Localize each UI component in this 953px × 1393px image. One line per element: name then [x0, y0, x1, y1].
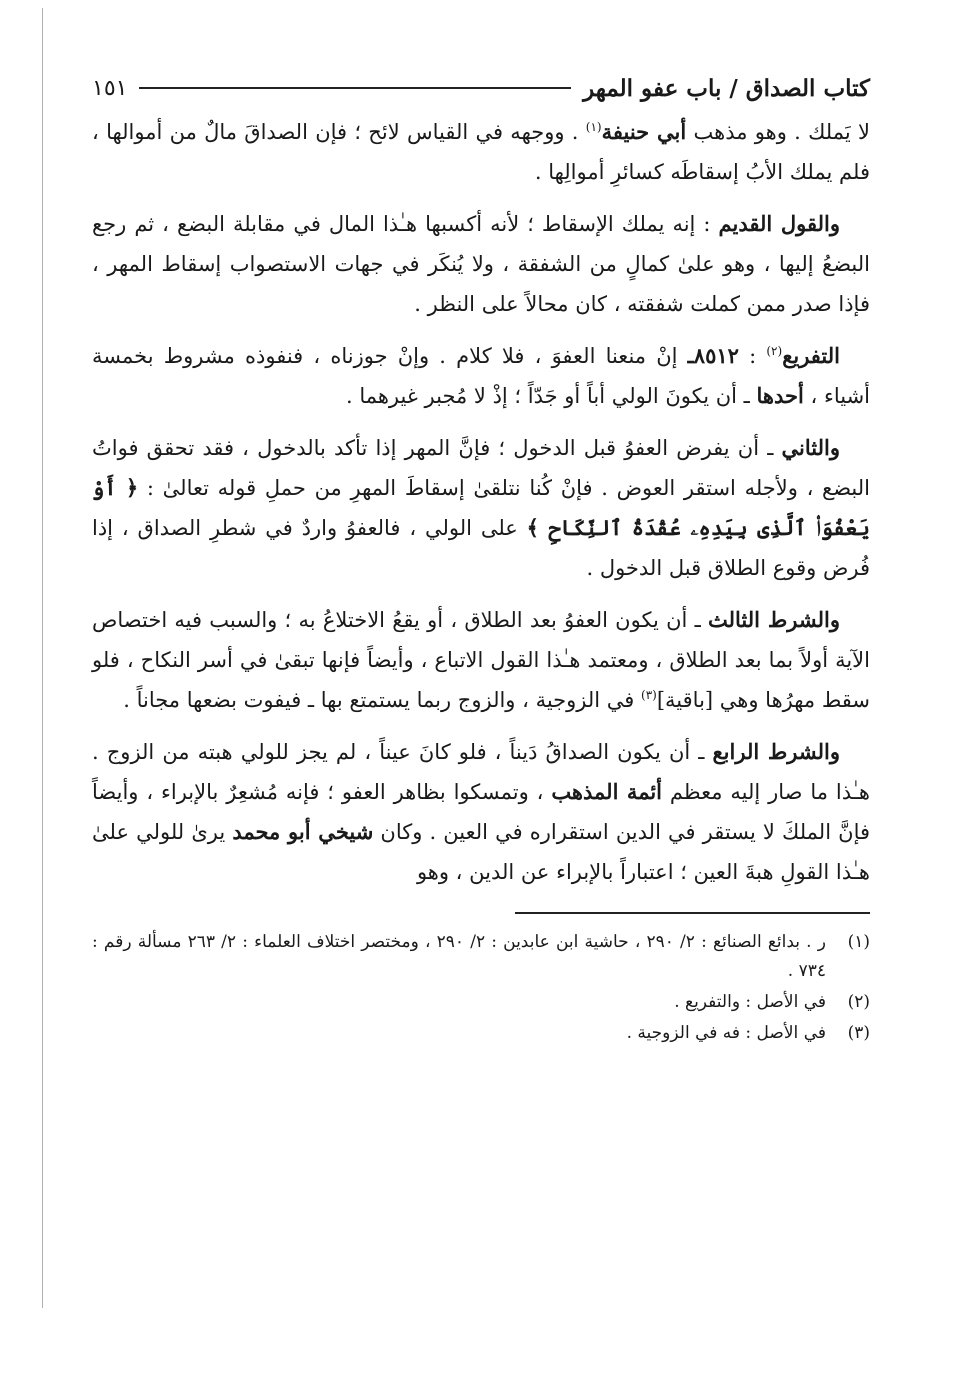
footnote-number: (١)	[847, 932, 870, 952]
footnote-text: في الأصل : فه في الزوجية .	[626, 1023, 826, 1043]
text-run: على الولي ، فالعفوُ واردٌ في شطرِ الصداق ، إذا فُرض وقوع الطلاق قبل الدخول .	[92, 516, 870, 580]
footnote-ref-1: (١)	[585, 120, 602, 134]
paragraph-4	[92, 428, 870, 588]
bold-term: التفريع	[782, 343, 840, 368]
paragraph-5	[92, 600, 870, 720]
footnote-number: (٢)	[847, 992, 870, 1012]
bold-term: أحدها	[756, 383, 804, 408]
paragraph-3	[92, 336, 870, 416]
page-margin-line	[42, 8, 43, 1308]
section-number: ٨٥١٢ـ	[687, 343, 739, 368]
footnotes	[92, 928, 870, 1048]
bold-term: أبي حنيفة	[601, 119, 687, 144]
text-run: ـ أن يفرض العفوُ قبل الدخول ؛ فإنَّ المهر إذا تأكد بالدخول ، فقد تحقق فواتُ البضع ، ولأجله استقر العوض . فإنْ كُنا نتلقىٰ إسقاطَ المهرِ من حملِ قوله تعالىٰ :	[92, 436, 870, 500]
footnote-number: (٣)	[847, 1023, 870, 1043]
running-title: كتاب الصداق / باب عفو المهر	[583, 74, 870, 102]
footnote-2	[92, 988, 870, 1017]
footnote-ref-3: (٣)	[641, 688, 657, 702]
paragraph-2	[92, 204, 870, 324]
text-run: ، وتمسكوا بظاهر العفو ؛ فإنه مُشعِرٌ بالإبراء ، وأيضاً فإنَّ الملكَ لا يستقر في الدين استقراره في العين . وكان	[92, 780, 871, 844]
bold-term: شيخي أبو محمد	[232, 819, 374, 844]
quran-verse: ﴿ أَوْ يَعْفُوَا۟ ٱلَّذِى بِيَدِهِۦ عُقْدَةُ ٱلنِّكَاحِ ﴾	[92, 475, 870, 540]
paragraph-6	[92, 732, 870, 892]
text-run: لا يَملك . وهو مذهب	[686, 120, 871, 144]
text-run: يرىٰ للولي علىٰ هـٰذا القولِ هبةَ العين ؛ اعتباراً بالإبراء عن الدين ، وهو	[92, 820, 870, 884]
text-run: ـ أن يكون العفوُ بعد الطلاق ، أو يقعُ الاختلاعُ به ؛ والسبب فيه اختصاص الآية أولاً بما بعد الطلاق ، ومعتمد هـٰذا القول الاتباع ، وأيضاً فإنها تبقىٰ في أسر النكاح ، فلو سقط مهرُها وهي [باقية]	[92, 608, 870, 712]
main-text	[92, 112, 870, 892]
bold-term: والشرط الثالث	[708, 607, 840, 632]
bold-term: والشرط الرابع	[712, 739, 840, 764]
page-header	[92, 66, 870, 110]
text-run: في الزوجية ، والزوج ربما يستمتع بها ـ فيفوت بضعها مجاناً .	[123, 688, 642, 712]
paragraph-1	[92, 112, 870, 192]
bold-term: أئمة المذهب	[551, 779, 663, 804]
text-run: :	[738, 344, 767, 368]
text-run: . ووجهه في القياس لائح ؛ فإن الصداقَ مالٌ من أموالها ، فلم يملك الأبُ إسقاطَه كسائرِ أموالِها .	[92, 120, 870, 184]
header-rule	[139, 87, 571, 89]
text-run: ـ أن يكونَ الولي أباً أو جَدّاً ؛ إذْ لا مُجبر غيرهما .	[345, 384, 757, 408]
text-run: ـ أن يكون الصداقُ دَيناً ، فلو كانَ عيناً ، لم يجز للولي هبته من الزوج . هـٰذا ما صار إليه معظم	[92, 740, 870, 804]
text-run: : إنه يملك الإسقاط ؛ لأنه أكسبها هـٰذا المال في مقابلة البضع ، ثم رجع البضعُ إليها ، وهو علىٰ كمالٍ من الشفقة ، ولا يُنكَر في جهات الاستصواب إسقاط المهر ، فإذا صدر ممن كملت شفقته ، كان محالاً على النظر .	[92, 212, 870, 316]
footnote-1	[92, 928, 870, 986]
footnote-separator	[515, 912, 870, 914]
page-number: ١٥١	[92, 75, 128, 101]
text-run: إنْ منعنا العفوَ ، فلا كلام . وإنْ جوزناه ، فنفوذه مشروط بخمسة أشياء ،	[92, 344, 870, 408]
bold-term: والثاني	[781, 435, 840, 460]
footnote-text: في الأصل : والتفريع .	[674, 992, 826, 1012]
footnote-3	[92, 1019, 870, 1048]
footnote-text: ر . بدائع الصنائع : ٢/ ٢٩٠ ، حاشية ابن عابدين : ٢/ ٢٩٠ ، ومختصر اختلاف العلماء : ٢/ ٢٦٣ مسألة رقم : ٧٣٤ .	[92, 932, 826, 981]
bold-term: والقول القديم	[718, 211, 840, 236]
footnote-ref-2: (٢)	[766, 344, 783, 358]
book-page	[92, 66, 870, 1366]
